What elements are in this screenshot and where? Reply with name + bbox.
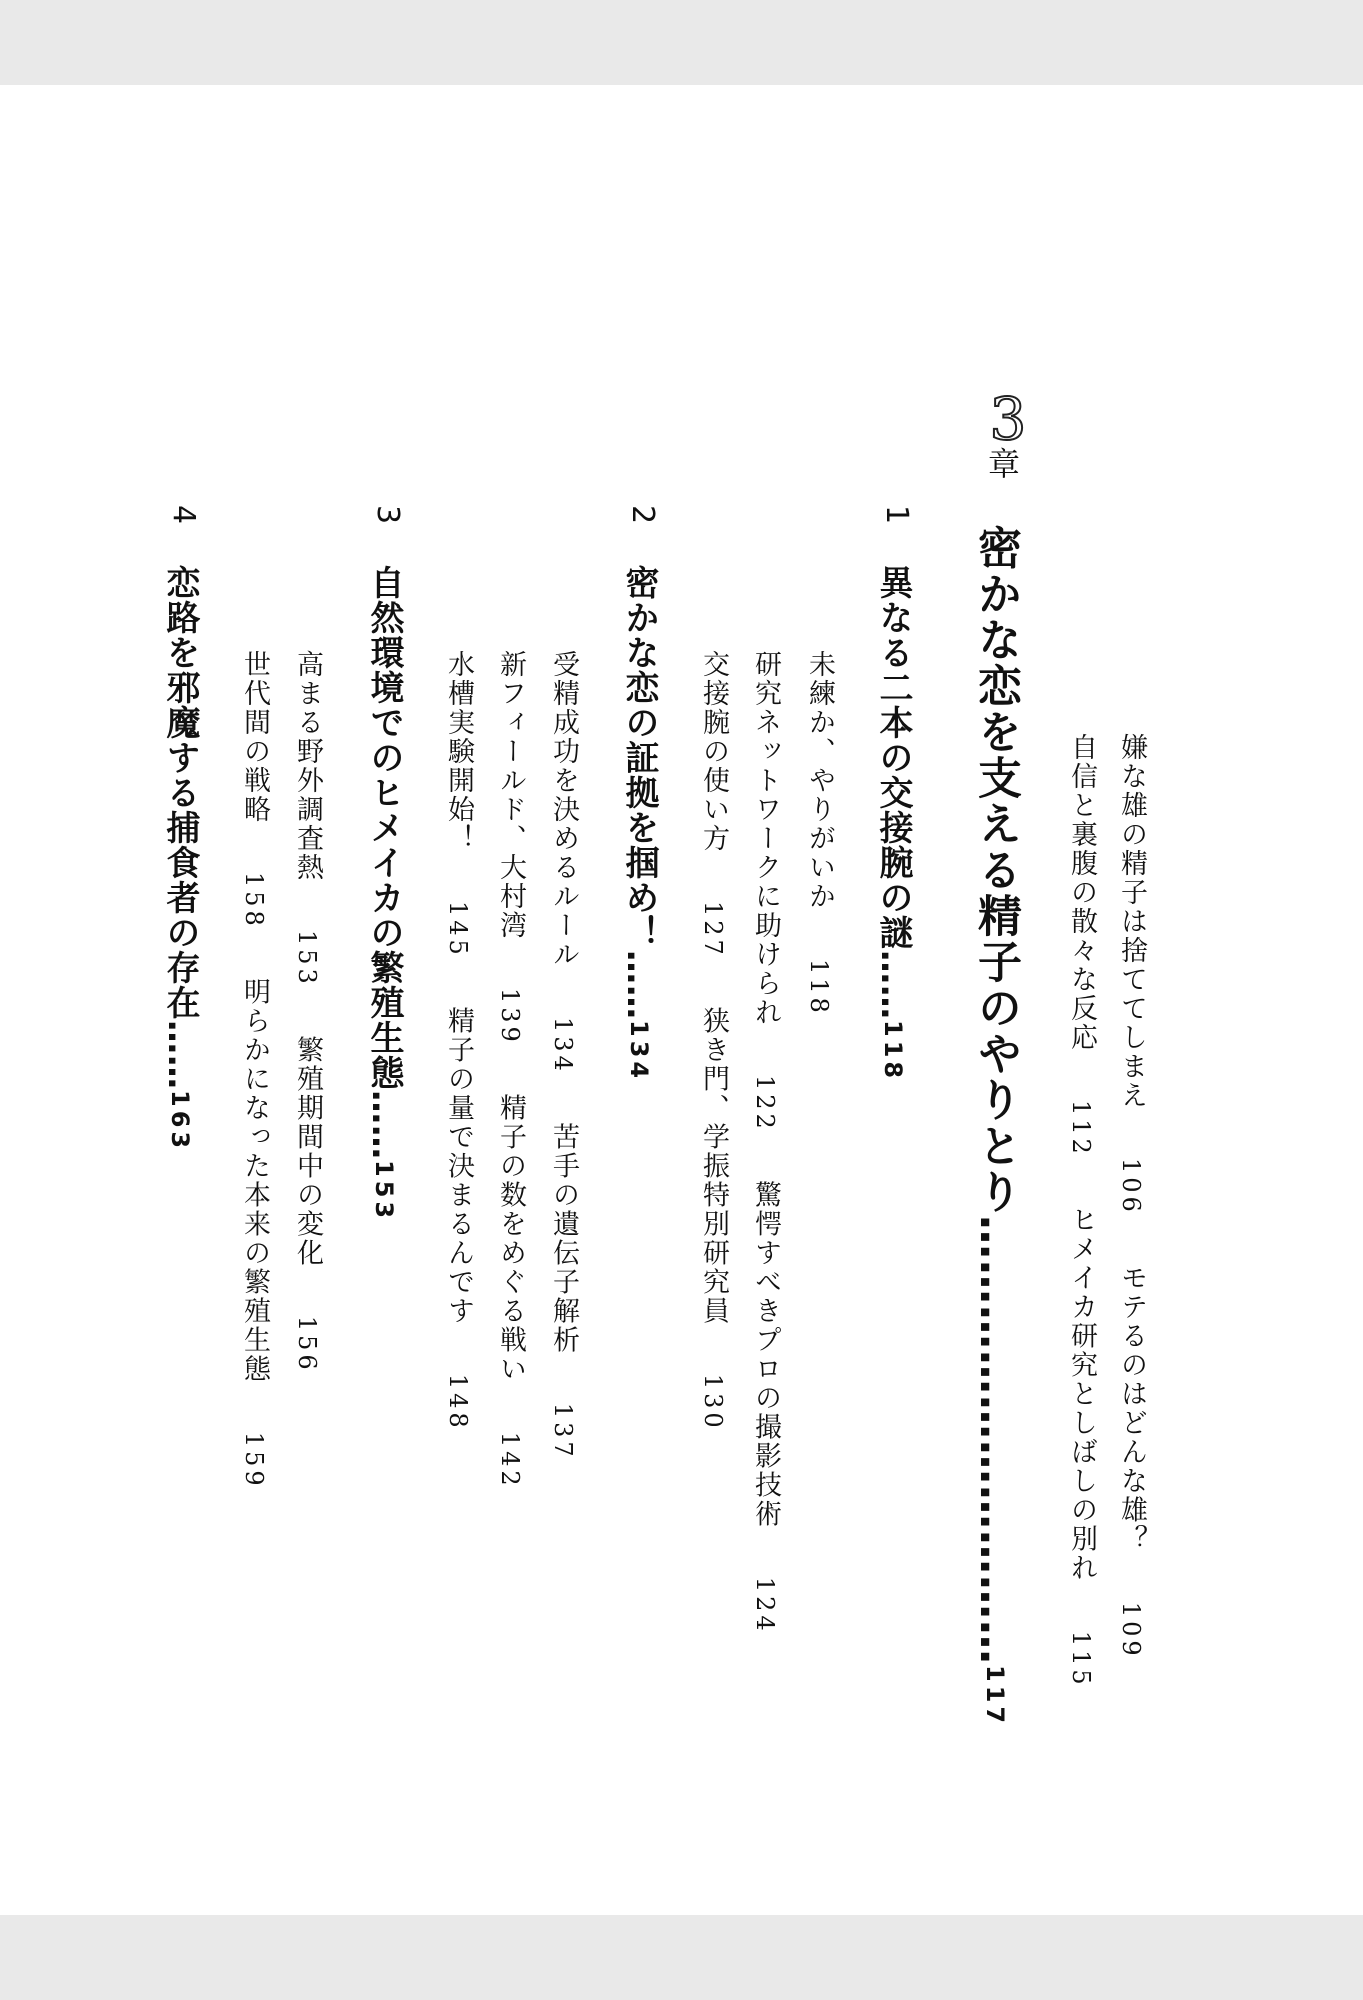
entry-page: 139 [496, 988, 524, 1046]
entry-title: 明らかになった本来の繁殖生態 [239, 977, 270, 1384]
leader-dots: …… [873, 950, 913, 1020]
chapter-kanji: 章 [983, 447, 1021, 479]
toc-entry-line [700, 650, 727, 1432]
entry-page: 134 [549, 1017, 577, 1075]
entry-title: ヒメイカ研究としばしの別れ [1066, 1205, 1097, 1583]
entry-page: 122 [751, 1075, 779, 1133]
toc-entry-line [445, 650, 472, 1432]
section-title-line [364, 565, 404, 1223]
leader-dots: …… [160, 1020, 200, 1090]
toc-entry-line [752, 650, 779, 1635]
section-number: 2 [625, 505, 660, 525]
entry-title: 新フィールド、大村湾 [495, 650, 526, 940]
entry-page: 127 [699, 901, 727, 959]
toc-entry-line [294, 650, 321, 1374]
entry-page: 130 [699, 1373, 727, 1432]
entry-title: 高まる野外調査熱 [292, 650, 323, 882]
entry-title: 受精成功を決めるルール [548, 650, 579, 969]
entry-title: 繁殖期間中の変化 [292, 1035, 323, 1268]
section-title: 自然環境でのヒメイカの繁殖生態 [364, 565, 404, 1090]
section-page: 163 [166, 1090, 194, 1153]
entry-title: 狭き門、学振特別研究員 [698, 1006, 729, 1326]
leader-dots: …… [364, 1090, 404, 1160]
leader-dots: …… [619, 950, 659, 1020]
section-title-line [619, 565, 659, 1083]
section-page: 153 [370, 1160, 398, 1223]
entry-page: 145 [444, 901, 472, 959]
entry-title: 精子の数をめぐる戦い [495, 1093, 526, 1384]
entry-title: 自信と裏腹の散々な反応 [1066, 733, 1097, 1052]
entry-page: 115 [1067, 1630, 1095, 1689]
section-title-line [873, 565, 913, 1083]
section-number: 1 [879, 505, 914, 525]
entry-title: 未練か、やりがいか [804, 650, 835, 911]
entry-title: モテるのはどんな雄？ [1116, 1263, 1147, 1554]
entry-page: 118 [805, 959, 833, 1017]
leader-dots: ………………………… [970, 1215, 1021, 1665]
entry-page: 156 [293, 1315, 321, 1374]
toc-entry-line [1068, 733, 1095, 1689]
chapter-title-line [970, 525, 1021, 1728]
section-title: 密かな恋の証拠を掴め！ [619, 565, 659, 950]
section-title: 異なる二本の交接腕の謎 [873, 565, 913, 950]
entry-page: 106 [1117, 1158, 1145, 1216]
entry-page: 148 [444, 1373, 472, 1432]
toc-entry-line [241, 650, 268, 1490]
entry-title: 精子の量で決まるんです [443, 1006, 474, 1326]
section-page: 118 [879, 1020, 907, 1083]
entry-title: 世代間の戦略 [239, 650, 270, 824]
entry-title: 水槽実験開始！ [443, 650, 474, 853]
section-number: 4 [166, 505, 201, 525]
section-title: 恋路を邪魔する捕食者の存在 [160, 565, 200, 1020]
entry-title: 嫌な雄の精子は捨ててしまえ [1116, 733, 1147, 1110]
entry-page: 158 [240, 872, 268, 930]
entry-title: 交接腕の使い方 [698, 650, 729, 853]
section-number: 3 [370, 505, 405, 525]
entry-title: 驚愕すべきプロの撮影技術 [750, 1180, 781, 1529]
toc-entry-line [806, 650, 833, 1017]
chapter-number: 3 [989, 385, 1027, 453]
entry-page: 137 [549, 1402, 577, 1461]
entry-title: 苦手の遺伝子解析 [548, 1122, 579, 1355]
entry-page: 112 [1067, 1100, 1095, 1158]
toc-entry-line [550, 650, 577, 1461]
entry-page: 109 [1117, 1601, 1145, 1660]
chapter-title: 密かな恋を支える精子のやりとり [970, 525, 1021, 1215]
entry-page: 159 [240, 1431, 268, 1490]
section-page: 134 [625, 1020, 653, 1083]
toc-page [0, 85, 1363, 1915]
section-title-line [160, 565, 200, 1153]
entry-page: 153 [293, 930, 321, 988]
entry-page: 142 [496, 1431, 524, 1490]
entry-title: 研究ネットワークに助けられ [750, 650, 781, 1027]
chapter-page: 117 [981, 1665, 1009, 1728]
entry-page: 124 [751, 1576, 779, 1635]
toc-entry-line [497, 650, 524, 1490]
toc-entry-line [1118, 733, 1145, 1660]
